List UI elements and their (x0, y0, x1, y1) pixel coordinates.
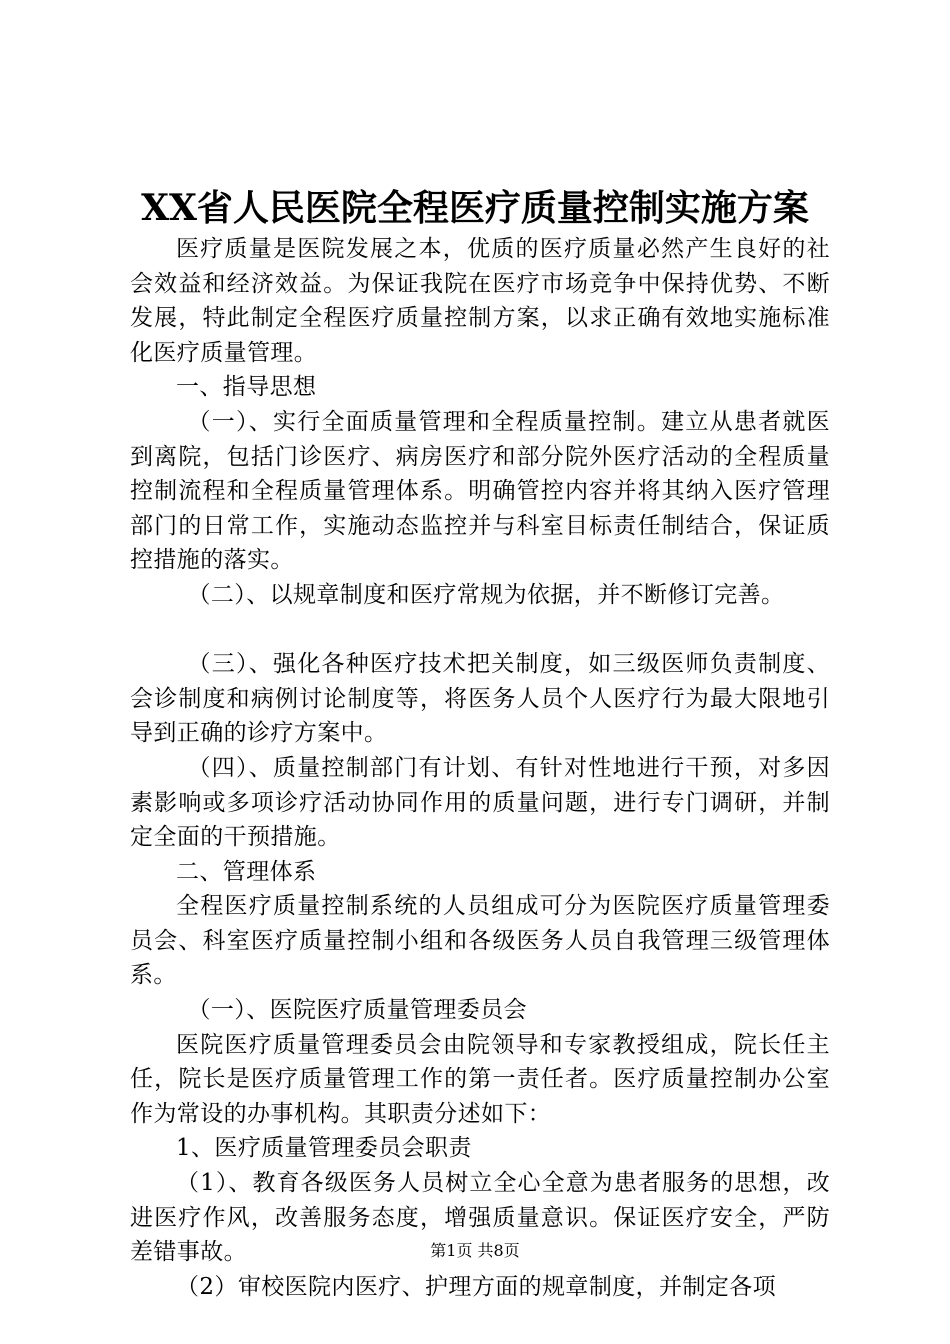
paragraph-duty-2: （2）审校医院内医疗、护理方面的规章制度，并制定各项 (176, 1273, 777, 1300)
paragraph-item-3: （三）、强化各种医疗技术把关制度，如三级医师负责制度、会诊制度和病例讨论制度等，将医务人员个人医疗行为最大限地引导到正确的诊疗方案中。 (130, 651, 830, 747)
document-title: XX省人民医院全程医疗质量控制实施方案 (141, 187, 809, 229)
paragraph-management-system: 全程医疗质量控制系统的人员组成可分为医院医疗质量管理委员会、科室医疗质量控制小组和各级医务人员自我管理三级管理体系。 (130, 893, 830, 989)
document-body (130, 232, 830, 1304)
section-heading-guiding-thought: 一、指导思想 (176, 374, 317, 401)
paragraph-item-1: （一）、实行全面质量管理和全程质量控制。建立从患者就医到离院，包括门诊医疗、病房医疗和部分院外医疗活动的全程质量控制流程和全程质量管理体系。明确管控内容并将其纳入医疗管理部门的日常工作，实施动态监控并与科室目标责任制结合，保证质控措施的落实。 (130, 408, 830, 574)
paragraph-item-2: （二）、以规章制度和医疗常规为依据，并不断修订完善。 (187, 581, 785, 608)
paragraph-intro: 医疗质量是医院发展之本，优质的医疗质量必然产生良好的社会效益和经济效益。为保证我院在医疗市场竞争中保持优势、不断发展，特此制定全程医疗质量控制方案，以求正确有效地实施标准化医疗质量管理。 (130, 236, 830, 366)
subheading-committee: （一）、医院医疗质量管理委员会 (187, 997, 527, 1024)
paragraph-duty-1: （1）、教育各级医务人员树立全心全意为患者服务的思想，改进医疗作风，改善服务态度，增强质量意识。保证医疗安全，严防差错事故。 (130, 1170, 830, 1266)
section-heading-management-system: 二、管理体系 (176, 858, 317, 885)
paragraph-item-4: （四）、质量控制部门有计划、有针对性地进行干预，对多因素影响或多项诊疗活动协同作用的质量问题，进行专门调研，并制定全面的干预措施。 (130, 754, 830, 851)
paragraph-committee: 医院医疗质量管理委员会由院领导和专家教授组成，院长任主任，院长是医疗质量管理工作的第一责任者。医疗质量控制办公室作为常设的办事机构。其职责分述如下： (130, 1031, 830, 1127)
subheading-committee-duties: 1、医疗质量管理委员会职责 (176, 1135, 472, 1162)
page-number: 第1页 共8页 (430, 1241, 520, 1260)
